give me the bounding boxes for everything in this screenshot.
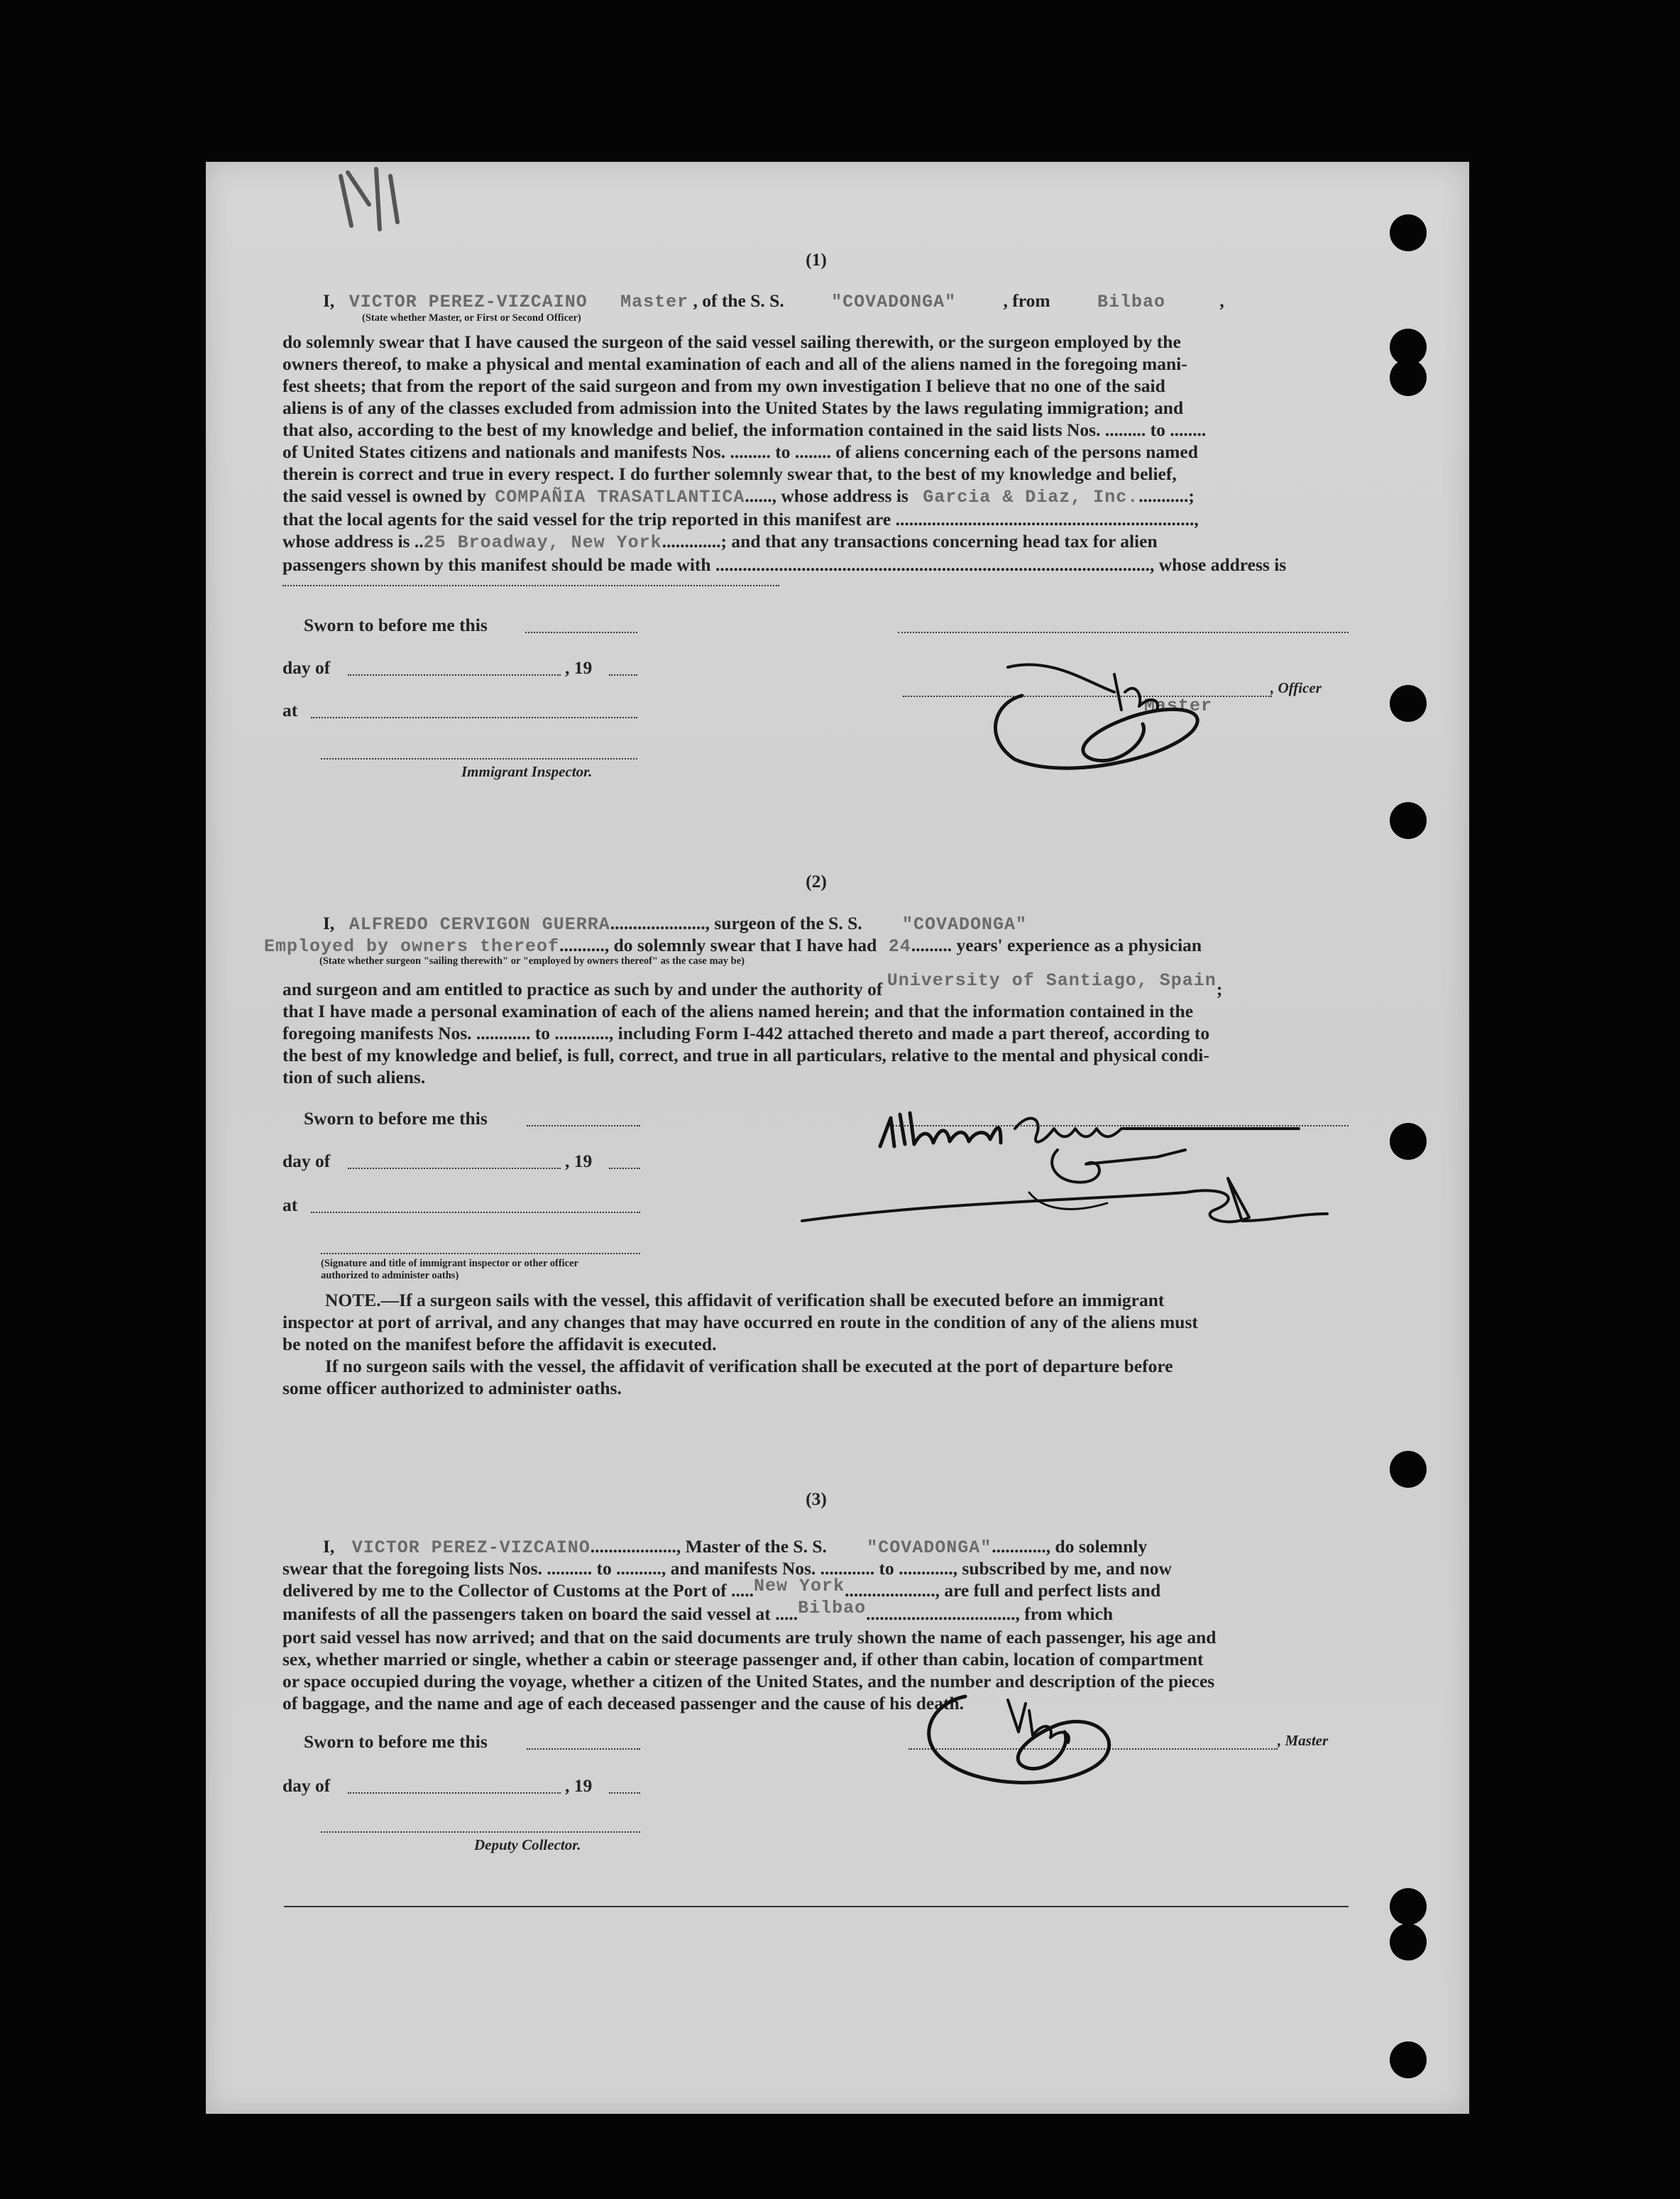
punct: ,: [1219, 290, 1224, 311]
at-line: [311, 1212, 640, 1213]
from-port: Bilbao: [1097, 292, 1166, 312]
paragraph-line: therein is correct and true in every respect. I do further solemnly swear that, to the best of my knowledge and belief,: [282, 464, 1177, 484]
punch-hole: [1390, 1123, 1427, 1160]
paragraph-line: the best of my knowledge and belief, is full, correct, and true in all particulars, relative to the mental and physical condi-: [282, 1045, 1209, 1065]
master-name: VICTOR PEREZ-VIZCAINO: [351, 1537, 591, 1558]
vessel-name: "COVADONGA": [831, 292, 957, 312]
punch-hole: [1390, 359, 1427, 396]
headtax-text: passengers shown by this manifest should be made with: [282, 554, 711, 575]
officer-label: , Officer: [1270, 679, 1322, 696]
year-line: [609, 674, 637, 676]
section-number: (3): [806, 1488, 827, 1509]
corner-pencil-mark: [326, 162, 412, 240]
at-label: at: [282, 1195, 298, 1215]
sworn-date-line: [525, 632, 637, 633]
prefix: I,: [323, 913, 335, 933]
dots: ...........;: [1138, 486, 1195, 506]
at-line: [311, 717, 637, 718]
owner-address: Garcia & Diaz, Inc.: [923, 487, 1139, 508]
dots: ..........: [559, 935, 605, 955]
year-label: , 19: [565, 657, 593, 678]
years-value: 24: [888, 936, 911, 957]
rank: Master: [620, 292, 689, 312]
section-number: (1): [806, 249, 827, 270]
surgeon-signature: [788, 1079, 1327, 1235]
sworn-label: Sworn to before me this: [304, 1108, 488, 1129]
year-label: , 19: [565, 1151, 593, 1171]
master-name: VICTOR PEREZ-VIZCAINO: [348, 292, 588, 312]
agents-text: that the local agents for the said vessel for the trip reported in this manifest are: [282, 509, 891, 530]
day-line: [348, 1168, 561, 1169]
dots: .........: [911, 935, 952, 955]
sworn-label: Sworn to before me this: [304, 1731, 488, 1752]
surgeon-name: ALFREDO CERVIGON GUERRA: [348, 914, 610, 935]
at-label: at: [282, 700, 298, 720]
inspector-line: [321, 1253, 640, 1254]
owner-line: [282, 485, 1349, 508]
dots: ...................: [590, 1536, 676, 1557]
master-line: [323, 1535, 1147, 1559]
dots: ............: [992, 1536, 1046, 1557]
port-post: , are full and perfect lists and: [935, 1580, 1161, 1601]
day-line: [348, 674, 561, 676]
paragraph-line: of baggage, and the name and age of each deceased passenger and the cause of his death.: [282, 1693, 965, 1713]
agent-addr-suffix: ; and that any transactions concerning head tax for alien: [720, 531, 1158, 552]
inspector-line: [321, 758, 637, 759]
paragraph-line: or space occupied during the voyage, whether a citizen of the United States, and the number and description of the pieces: [282, 1671, 1215, 1691]
vessel-label: , of the S. S.: [693, 290, 784, 311]
agent-address-line: whose address is ..25 Broadway, New York.............; and that any transactions concerning head tax for alien: [282, 531, 1158, 553]
year-label: , 19: [565, 1775, 593, 1796]
bottom-rule: [284, 1906, 1349, 1907]
dots: ......: [745, 486, 772, 506]
paragraph-line: of United States citizens and nationals and manifests Nos. ......... to ........ of aliens concerning each of the persons named: [282, 442, 1198, 462]
prefix: I,: [323, 1536, 335, 1557]
headtax-line: passengers shown by this manifest should be made with ................................................................................................, whose address is: [282, 554, 1287, 575]
note-line: If no surgeon sails with the vessel, the affidavit of verification shall be executed at the port of departure before: [325, 1356, 1173, 1376]
punch-hole: [1390, 1888, 1427, 1925]
section-number: (2): [806, 871, 827, 892]
owner-name: COMPAÑIA TRASATLANTICA: [495, 487, 745, 508]
agents-line: that the local agents for the said vessel for the trip reported in this manifest are ..................................................................,: [282, 509, 1199, 530]
paragraph-line: foregoing manifests Nos. ............ to ............, including Form I-442 attached thereto and made a part thereof, according to: [282, 1023, 1210, 1043]
paragraph-line: owners thereof, to make a physical and mental examination of each and all of the aliens named in the foregoing mani-: [282, 353, 1187, 374]
day-of-label: day of: [282, 1151, 331, 1171]
port-pre: delivered by me to the Collector of Customs at the Port of: [282, 1580, 727, 1601]
master-signature: [979, 653, 1221, 774]
master-typed: Master: [1144, 696, 1213, 716]
officer-name-line: [898, 632, 1349, 633]
note-line: be noted on the manifest before the affidavit is executed.: [282, 1334, 717, 1354]
master-line: [323, 290, 1352, 313]
inspector-label: Immigrant Inspector.: [461, 763, 593, 780]
years-pre: , do solemnly swear that I have had: [604, 935, 877, 955]
from-post: , from which: [1015, 1603, 1114, 1624]
note-line: inspector at port of arrival, and any changes that may have occurred en route in the condition of any of the aliens must: [282, 1312, 1198, 1332]
master-signature: [901, 1682, 1136, 1810]
note-line: [282, 1289, 1349, 1311]
prefix: I,: [323, 290, 335, 311]
surgeon-status: Employed by owners thereof: [264, 936, 560, 957]
agent-address: 25 Broadway, New York: [423, 532, 662, 553]
port-line: delivered by me to the Collector of Customs at the Port of .....New York...................., are full and perfect lists and: [282, 1576, 1161, 1601]
authority-line: and surgeon and am entitled to practice as such by and under the authority of University of Santiago, Spain;: [282, 970, 1223, 999]
section2-paragraph: [282, 1000, 1349, 1088]
vessel-name: "COVADONGA": [867, 1537, 992, 1558]
punch-hole: [1390, 214, 1427, 251]
year-line: [609, 1168, 640, 1169]
paragraph-line: that I have made a personal examination of each of the aliens named herein; and that the information contained in the: [282, 1001, 1194, 1021]
from-label: , from: [1003, 290, 1050, 311]
sworn-date-line: [527, 1125, 640, 1126]
master-end: , do solemnly: [1045, 1536, 1148, 1557]
owned-mid: , whose address is: [772, 486, 908, 506]
paragraph-line: port said vessel has now arrived; and that on the said documents are truly shown the name of each passenger, his age and: [282, 1627, 1217, 1647]
sworn-date-line: [527, 1748, 640, 1750]
paragraph-line: fest sheets; that from the report of the said surgeon and from my own investigation I believe that no one of the said: [282, 375, 1165, 396]
surgeon-mid: , surgeon of the S. S.: [705, 913, 862, 933]
vessel-name: "COVADONGA": [902, 914, 1028, 935]
day-of-label: day of: [282, 657, 331, 678]
paragraph-line: swear that the foregoing lists Nos. .......... to .........., and manifests Nos. ............ to ............, subscribed by me, and now: [282, 1558, 1172, 1579]
from-pre: manifests of all the passengers taken on board the said vessel at: [282, 1603, 771, 1624]
paragraph-line: aliens is of any of the classes excluded from admission into the United States by the laws regulating immigration; and: [282, 397, 1184, 418]
master-label: , Master: [1278, 1732, 1329, 1749]
authority-value: University of Santiago, Spain: [886, 970, 1217, 991]
punch-hole: [1390, 802, 1427, 839]
rank-caption: (State whether Master, or First or Second Officer): [362, 312, 581, 324]
surgeon-line: [323, 912, 1027, 936]
collector-label: Deputy Collector.: [474, 1836, 581, 1853]
day-line: [348, 1792, 561, 1794]
dotted-rule: [282, 585, 779, 586]
authority-pre: and surgeon and am entitled to practice as such by and under the authority of: [282, 979, 883, 999]
paragraph-line: do solemnly swear that I have caused the surgeon of the said vessel sailing therewith, or the surgeon employed by the: [282, 331, 1181, 352]
signature-caption: (Signature and title of immigrant inspector or other officer authorized to administer oaths): [321, 1258, 578, 1281]
headtax-suffix: , whose address is: [1149, 554, 1287, 575]
section1-paragraph: [282, 331, 1349, 576]
sworn-label: Sworn to before me this: [304, 615, 488, 635]
departure-port: Bilbao: [798, 1598, 867, 1618]
master-mid: , Master of the S. S.: [676, 1536, 827, 1557]
punch-hole: [1390, 1451, 1427, 1488]
section3-paragraph: [282, 1557, 1349, 1714]
agent-addr-prefix: whose address is: [282, 531, 410, 552]
years-post: years' experience as a physician: [956, 935, 1202, 955]
arrival-port: New York: [754, 1576, 845, 1596]
paragraph-line: tion of such aliens.: [282, 1067, 426, 1087]
note-line: some officer authorized to administer oaths.: [282, 1378, 622, 1398]
note-paragraph: [282, 1289, 1349, 1399]
from-line: manifests of all the passengers taken on board the said vessel at .....Bilbao................................., from which: [282, 1598, 1114, 1624]
punch-hole: [1390, 685, 1427, 722]
paragraph-line: sex, whether married or single, whether a cabin or steerage passenger and, if other than cabin, location of compartment: [282, 1649, 1204, 1669]
status-caption: (State whether surgeon "sailing therewith" or "employed by owners thereof" as the case may be): [319, 955, 745, 967]
punch-hole: [1390, 2041, 1427, 2078]
owned-prefix: the said vessel is owned by: [282, 486, 486, 506]
dots: .....................: [610, 913, 706, 933]
year-line: [609, 1792, 640, 1794]
punch-hole: [1390, 1924, 1427, 1961]
collector-line: [321, 1831, 640, 1833]
note-label: NOTE.: [325, 1290, 381, 1310]
day-of-label: day of: [282, 1775, 331, 1796]
status-line: [264, 934, 1202, 958]
paragraph-line: that also, according to the best of my knowledge and belief, the information contained in the said lists Nos. ......... to ........: [282, 419, 1207, 440]
note-text: —If a surgeon sails with the vessel, this affidavit of verification shall be executed before an immigrant: [380, 1290, 1165, 1310]
